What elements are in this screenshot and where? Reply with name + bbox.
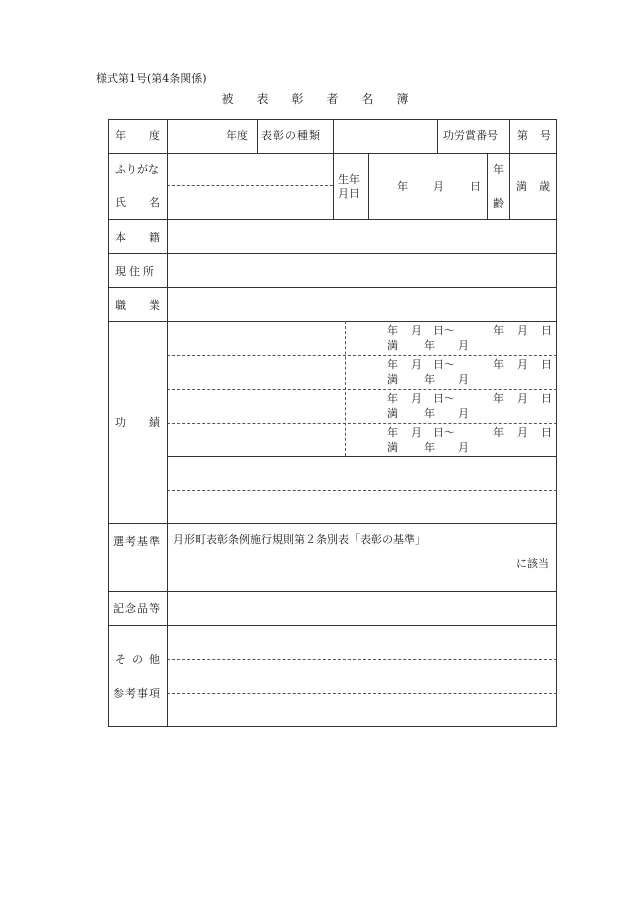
merit-number-label: 功労賞番号	[443, 129, 498, 142]
period-year-from: 年	[387, 358, 398, 371]
period-day-to: 日	[541, 358, 552, 371]
period-day-from: 日〜	[433, 426, 455, 439]
period-year-from: 年	[387, 324, 398, 337]
number-prefix: 第	[517, 129, 528, 142]
period-months: 月	[458, 441, 469, 454]
period-months: 月	[458, 373, 469, 386]
domicile-label: 本 籍	[115, 231, 160, 244]
period-full: 満	[387, 407, 398, 420]
period-month-to: 月	[517, 324, 528, 337]
rule-achievements	[108, 523, 557, 524]
name-label: 氏 名	[115, 196, 160, 209]
address-label: 現住所	[115, 265, 157, 278]
rule-v-period	[345, 321, 346, 456]
period-full: 満	[387, 339, 398, 352]
birth-day: 日	[470, 180, 481, 193]
age-unit: 歳	[539, 180, 550, 193]
criteria-label: 選考基準	[113, 535, 161, 548]
notes-label: 参考事項	[113, 687, 161, 700]
period-month-from: 月	[411, 358, 422, 371]
rule-v-award	[257, 119, 258, 153]
period-year-to: 年	[493, 426, 504, 439]
period-months: 月	[458, 339, 469, 352]
period-year-to: 年	[493, 324, 504, 337]
criteria-suffix: に該当	[516, 557, 549, 570]
rule-v-birth	[333, 119, 334, 219]
period-month-to: 月	[517, 358, 528, 371]
period-full: 満	[387, 441, 398, 454]
rule-other-2	[167, 693, 557, 694]
period-day-from: 日〜	[433, 358, 455, 371]
period-year-from: 年	[387, 392, 398, 405]
period-months: 月	[458, 407, 469, 420]
rule-person	[108, 219, 557, 220]
number-suffix: 号	[540, 129, 551, 142]
criteria-text: 月形町表彰条例施行規則第２条別表「表彰の基準」	[173, 533, 426, 546]
rule-furigana	[167, 185, 333, 186]
period-month-from: 月	[411, 392, 422, 405]
form-number: 様式第1号(第4条関係)	[96, 72, 207, 85]
rule-ach-5	[167, 490, 557, 491]
occupation-label: 職 業	[115, 299, 160, 312]
period-day-from: 日〜	[433, 324, 455, 337]
age-label-bottom: 齢	[493, 197, 504, 210]
rule-other-1	[167, 659, 557, 660]
period-year-to: 年	[493, 358, 504, 371]
period-year-from: 年	[387, 426, 398, 439]
furigana-label: ふりがな	[115, 163, 159, 176]
period-month-to: 月	[517, 392, 528, 405]
period-month-to: 月	[517, 426, 528, 439]
period-year-to: 年	[493, 392, 504, 405]
age-full: 満	[516, 180, 527, 193]
rule-v-merit	[437, 119, 438, 153]
rule-memorial	[108, 625, 557, 626]
period-years: 年	[424, 441, 435, 454]
other-label: その他	[115, 653, 166, 666]
rule-domicile	[108, 253, 557, 254]
birth-year: 年	[397, 180, 408, 193]
period-years: 年	[424, 407, 435, 420]
period-years: 年	[424, 373, 435, 386]
memorial-label: 記念品等	[113, 602, 161, 615]
period-years: 年	[424, 339, 435, 352]
rule-criteria	[108, 591, 557, 592]
birthdate-label-1: 生年	[338, 173, 360, 186]
rule-v-age	[487, 153, 488, 219]
award-type-label: 表彰の種類	[261, 129, 321, 142]
period-month-from: 月	[411, 324, 422, 337]
rule-ach-3	[167, 423, 557, 424]
age-label-top: 年	[493, 163, 504, 176]
birth-month: 月	[433, 180, 444, 193]
rule-v-age-full	[509, 119, 510, 219]
year-suffix: 年度	[226, 129, 248, 142]
period-full: 満	[387, 373, 398, 386]
rule-label-column	[167, 119, 168, 727]
rule-ach-1	[167, 355, 557, 356]
period-day-to: 日	[541, 324, 552, 337]
period-day-to: 日	[541, 426, 552, 439]
rule-ach-4	[167, 456, 557, 457]
period-month-from: 月	[411, 426, 422, 439]
period-day-to: 日	[541, 392, 552, 405]
year-label: 年 度	[115, 129, 160, 142]
rule-v-birth-date	[368, 153, 369, 219]
achievements-label: 功 績	[115, 416, 160, 429]
birthdate-label-2: 月日	[338, 187, 360, 200]
rule-ach-2	[167, 389, 557, 390]
page-title: 被表彰者名簿	[221, 92, 432, 106]
period-day-from: 日〜	[433, 392, 455, 405]
rule-address	[108, 287, 557, 288]
rule-occupation	[108, 321, 557, 322]
